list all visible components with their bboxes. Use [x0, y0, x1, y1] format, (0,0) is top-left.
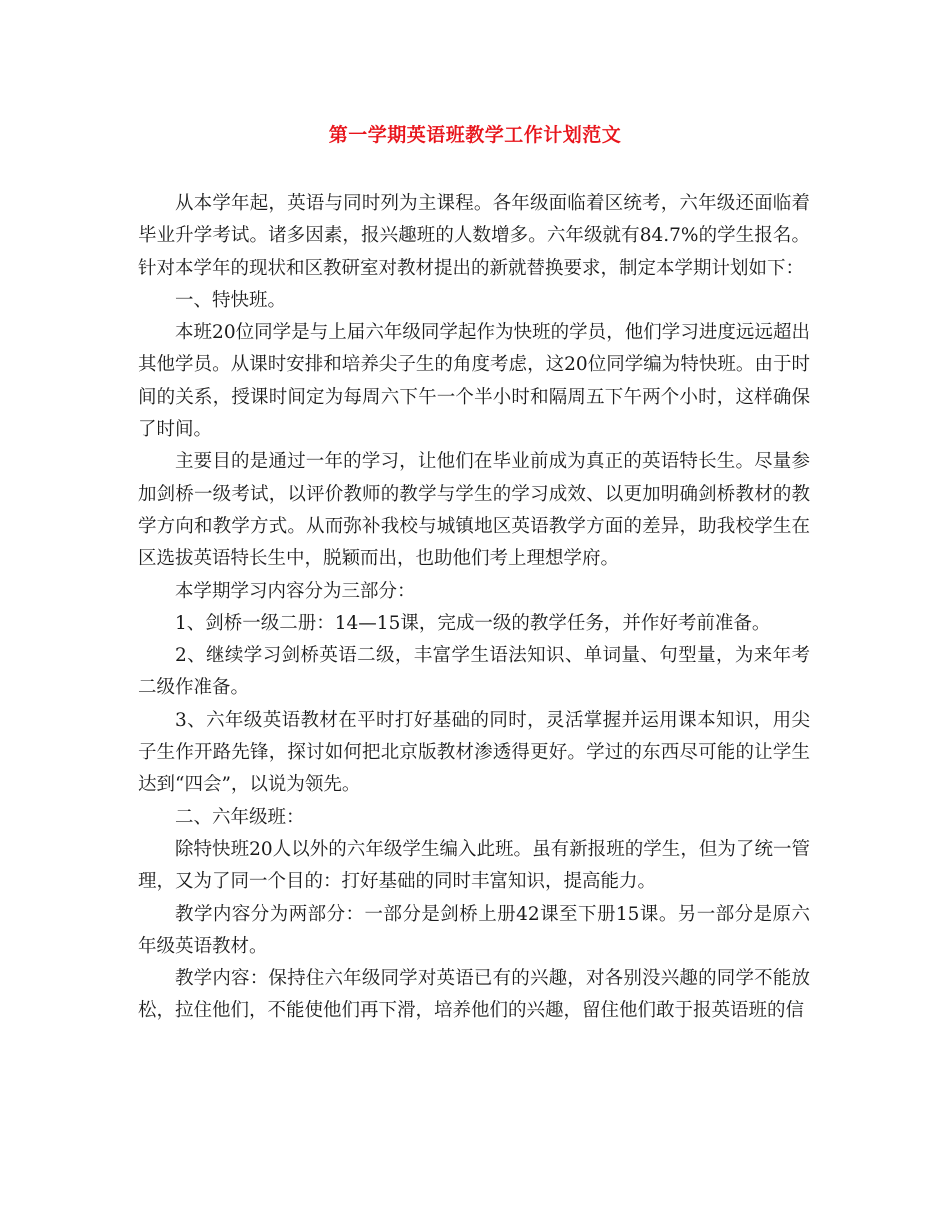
document-body — [138, 188, 810, 1028]
paragraph-teaching-content: 教学内容：保持住六年级同学对英语已有的兴趣，对各别没兴趣的同学不能放松，拉住他们，不能使他们再下滑，培养他们的兴趣，留住他们敢于报英语班的信 — [138, 968, 810, 1022]
paragraph-content-parts: 本学期学习内容分为三部分： — [175, 580, 416, 602]
list-item-2: 2、继续学习剑桥英语二级，丰富学生语法知识、单词量、句型量，为来年考二级作准备。 — [138, 645, 810, 699]
paragraph-main-goal: 主要目的是通过一年的学习，让他们在毕业前成为真正的英语特长生。尽量参加剑桥一级考试，以评价教师的教学与学生的学习成效、以更加明确剑桥教材的教学方向和教学方式。从而弥补我校与城镇地区英语教学方面的差异，助我校学生在区选拔英语特长生中，脱颖而出，也助他们考上理想学府。 — [138, 451, 810, 570]
paragraph-intro: 从本学年起，英语与同时列为主课程。各年级面临着区统考，六年级还面临着毕业升学考试。诸多因素，报兴趣班的人数增多。六年级就有84.7%的学生报名。针对本学年的现状和区教研室对教材提出的新就替换要求，制定本学期计划如下： — [138, 193, 810, 279]
heading-grade-six-class: 二、六年级班： — [175, 806, 305, 828]
document-title: 第一学期英语班教学工作计划范文 — [328, 124, 622, 146]
paragraph-grade-six-members: 除特快班20人以外的六年级学生编入此班。虽有新报班的学生，但为了统一管理，又为了同一个目的：打好基础的同时丰富知识，提高能力。 — [138, 838, 810, 893]
list-item-1: 1、剑桥一级二册：14—15课，完成一级的教学任务，并作好考前准备。 — [175, 612, 771, 634]
heading-special-class: 一、特快班。 — [175, 289, 287, 311]
list-item-3: 3、六年级英语教材在平时打好基础的同时，灵活掌握并运用课本知识，用尖子生作开路先锋，探讨如何把北京版教材渗透得更好。学过的东西尽可能的让学生达到“四会”，以说为领先。 — [138, 709, 810, 796]
paragraph-special-class-members: 本班20位同学是与上届六年级同学起作为快班的学员，他们学习进度远远超出其他学员。从课时安排和培养尖子生的角度考虑，这20位同学编为特快班。由于时间的关系，授课时间定为每周六下午一个半小时和隔周五下午两个小时，这样确保了时间。 — [138, 322, 810, 441]
paragraph-teaching-parts: 教学内容分为两部分：一部分是剑桥上册42课至下册15课。另一部分是原六年级英语教材。 — [138, 903, 810, 957]
